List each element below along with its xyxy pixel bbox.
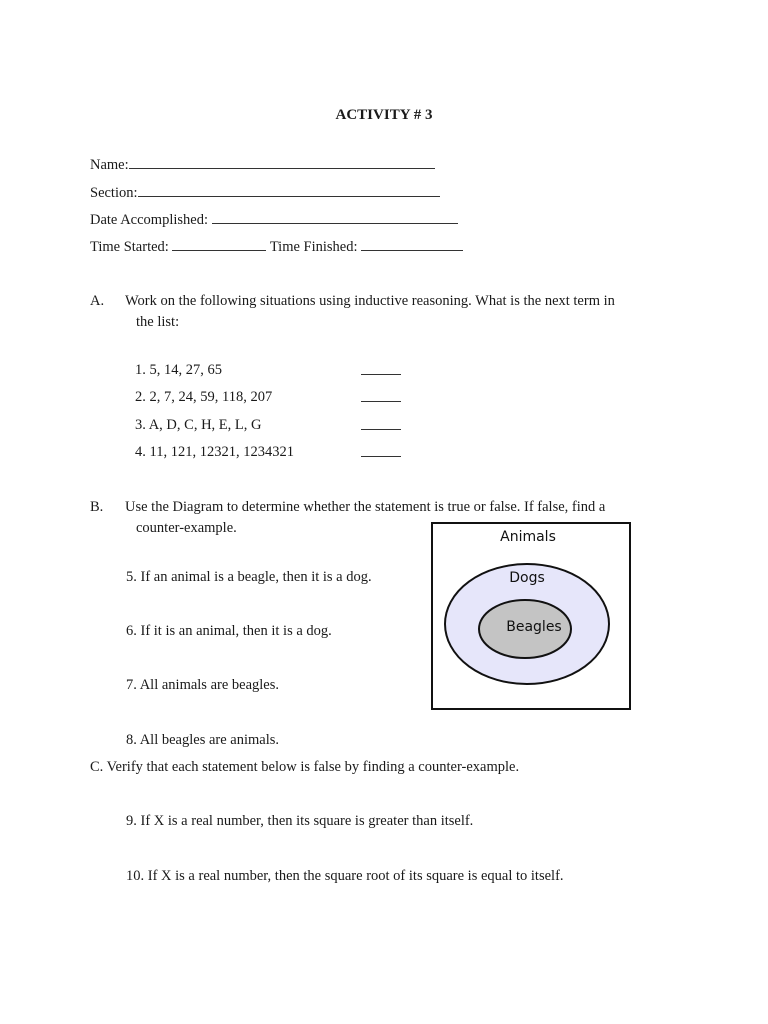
time-started-label: Time Started: bbox=[90, 239, 173, 255]
time-started-blank[interactable] bbox=[172, 237, 266, 251]
date-blank[interactable] bbox=[212, 210, 458, 224]
part-a-instruction: Work on the following situations using inductive reasoning. What is the next term in bbox=[125, 293, 615, 309]
name-field bbox=[90, 155, 435, 174]
time-finished-blank[interactable] bbox=[361, 237, 463, 251]
statement-item: 7. All animals are beagles. bbox=[126, 677, 280, 693]
date-field bbox=[90, 210, 458, 229]
venn-diagram bbox=[431, 522, 631, 710]
section-field bbox=[90, 183, 440, 202]
sequence-item: 3. A, D, C, H, E, L, G bbox=[135, 417, 262, 433]
part-b-instruction-cont: counter-example. bbox=[136, 520, 237, 536]
page-title: ACTIVITY # 3 bbox=[335, 107, 433, 123]
sequence-item: 1. 5, 14, 27, 65 bbox=[135, 362, 222, 378]
answer-blank[interactable] bbox=[361, 388, 401, 407]
statement-item: 6. If it is an animal, then it is a dog. bbox=[126, 623, 332, 639]
beagles-label: Beagles bbox=[506, 619, 562, 635]
statement-item: 5. If an animal is a beagle, then it is a dog. bbox=[126, 569, 372, 585]
animals-label: Animals bbox=[500, 529, 556, 545]
name-blank[interactable] bbox=[129, 155, 435, 169]
time-field bbox=[90, 237, 463, 256]
statement-item: 8. All beagles are animals. bbox=[126, 732, 280, 748]
part-c-heading: C. Verify that each statement below is false by finding a counter-example. bbox=[90, 759, 520, 775]
section-blank[interactable] bbox=[138, 183, 440, 197]
answer-blank[interactable] bbox=[361, 416, 401, 435]
section-label: Section: bbox=[90, 185, 138, 201]
statement-item: 9. If X is a real number, then its square is greater than itself. bbox=[126, 813, 474, 829]
answer-blank[interactable] bbox=[361, 361, 401, 380]
sequence-item: 2. 2, 7, 24, 59, 118, 207 bbox=[135, 389, 273, 405]
statement-item: 10. If X is a real number, then the square root of its square is equal to itself. bbox=[126, 868, 564, 884]
part-b-instruction: Use the Diagram to determine whether the statement is true or false. If false, find a bbox=[125, 499, 606, 515]
sequence-item: 4. 11, 121, 12321, 1234321 bbox=[135, 444, 294, 460]
part-a-instruction-cont: the list: bbox=[136, 314, 180, 330]
name-label: Name: bbox=[90, 157, 129, 173]
time-finished-label: Time Finished: bbox=[266, 239, 362, 255]
dogs-label: Dogs bbox=[509, 570, 545, 586]
answer-blank[interactable] bbox=[361, 443, 401, 462]
part-b-letter: B. bbox=[90, 499, 104, 515]
part-a-letter: A. bbox=[90, 293, 105, 309]
date-label: Date Accomplished: bbox=[90, 212, 212, 228]
